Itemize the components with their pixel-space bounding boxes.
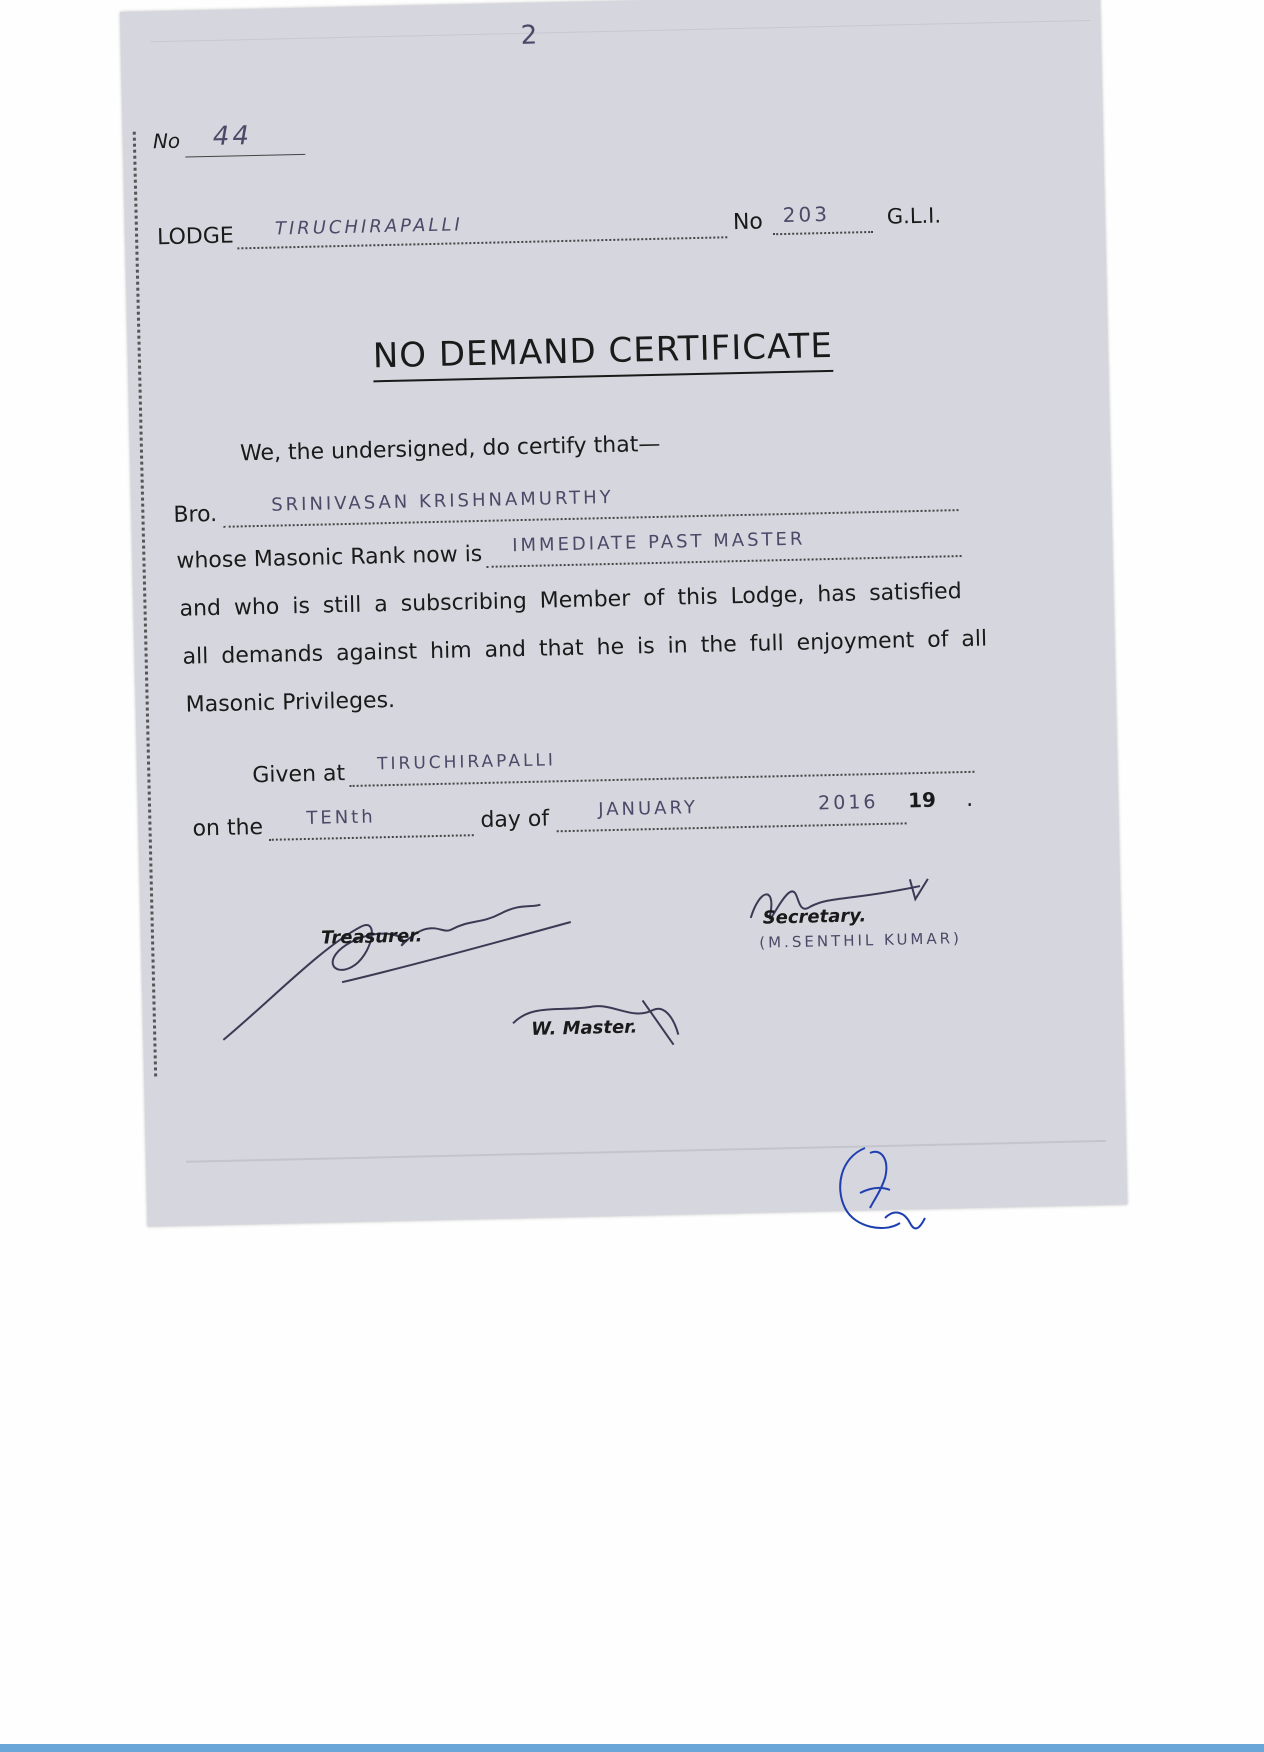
certificate-paper [120, 0, 1127, 1227]
rank-line [487, 555, 962, 568]
secretary-name: (M.SENTHIL KUMAR) [759, 929, 963, 952]
treasurer-label: Treasurer. [320, 925, 423, 949]
serial-value: 44 [212, 121, 253, 152]
fold-line [151, 20, 1091, 42]
month-value: JANUARY [597, 797, 699, 821]
lodge-no-value: 203 [782, 201, 831, 228]
lodge-suffix: G.L.I. [886, 203, 942, 229]
master-label: W. Master. [530, 1016, 638, 1040]
on-label: on the [192, 814, 264, 842]
intro-text: We, the undersigned, do certify that— [239, 431, 661, 467]
lodge-no-line [773, 231, 873, 235]
on-value: TENth [306, 806, 376, 829]
certificate-title: NO DEMAND CERTIFICATE [372, 326, 833, 382]
given-line [350, 771, 975, 787]
bro-label: Bro. [173, 501, 218, 528]
body-line-2: all demands against him and that he is in the full enjoyment of all [182, 626, 988, 670]
scan-edge [0, 1744, 1264, 1752]
secretary-label: Secretary. [762, 905, 867, 929]
year-prefix: 19 [907, 787, 937, 813]
serial-label: No [152, 128, 181, 154]
lodge-no-label: No [732, 209, 764, 236]
rank-value: IMMEDIATE PAST MASTER [511, 528, 806, 557]
bro-value: SRINIVASAN KRISHNAMURTHY [270, 486, 614, 516]
given-label: Given at [252, 761, 346, 789]
on-line [269, 834, 474, 841]
lodge-value: TIRUCHIRAPALLI [274, 214, 464, 240]
body-line-1: and who is still a subscribing Member of this Lodge, has satisfied [179, 579, 962, 622]
top-mark: 2 [520, 20, 541, 51]
date-period: . [965, 786, 974, 813]
month-line [557, 822, 907, 832]
lodge-label: LODGE [156, 223, 235, 251]
rank-label: whose Masonic Rank now is [176, 541, 483, 574]
year-value: 2016 [817, 790, 879, 815]
attestation-signature [830, 1138, 940, 1248]
given-value: TIRUCHIRAPALLI [376, 750, 557, 775]
serial-line [185, 154, 305, 158]
day-label: day of [480, 806, 550, 834]
body-line-3: Masonic Privileges. [185, 687, 396, 718]
